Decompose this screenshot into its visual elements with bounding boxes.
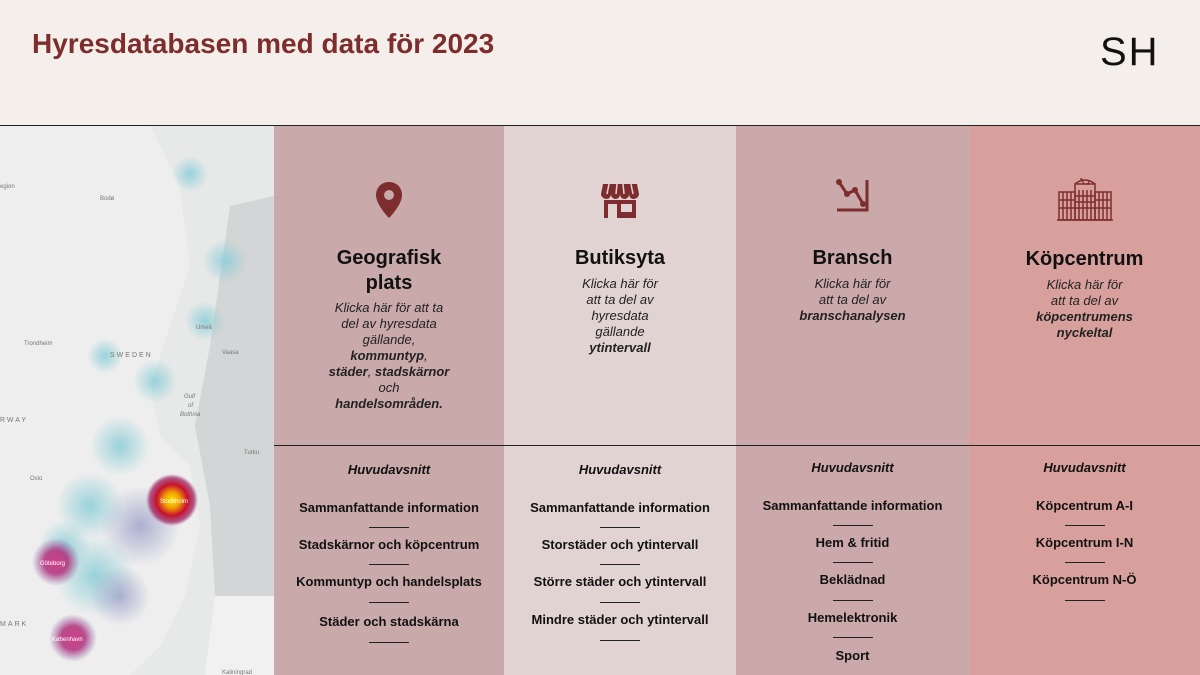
desc-line: Klicka här för: [582, 276, 658, 291]
header: [0, 0, 1200, 125]
separator: [833, 637, 873, 638]
desc-bold: ytintervall: [589, 340, 651, 355]
heat-map[interactable]: [0, 126, 274, 675]
map-label-sweden: SWEDEN: [110, 352, 153, 359]
separator: [833, 600, 873, 601]
category-butiksyta[interactable]: [504, 126, 736, 675]
separator: [600, 640, 640, 641]
desc-line: [274, 348, 504, 364]
map-label-kobenhavn: København: [52, 637, 83, 643]
map-label-bodo: Bodø: [100, 196, 115, 202]
category-geografisk-plats[interactable]: [274, 126, 504, 675]
section-link[interactable]: Köpcentrum I-N: [1035, 535, 1134, 550]
separator: [833, 525, 873, 526]
desc-line: [274, 364, 504, 380]
section-heading: Huvudavsnitt: [578, 462, 662, 477]
section-heading: Huvudavsnitt: [1043, 460, 1126, 475]
desc-bold: kommuntyp: [350, 348, 425, 363]
map-label-gulf2: of: [188, 403, 194, 409]
desc-line: [969, 325, 1200, 341]
map-label-gulf3: Bothnia: [180, 412, 201, 418]
separator: [369, 527, 409, 528]
map-pin-icon: [367, 178, 411, 222]
category-title-line2: plats: [365, 272, 413, 294]
category-bransch[interactable]: [736, 126, 969, 675]
map-label-denmark: MARK: [0, 621, 29, 628]
brand-logo[interactable]: SH: [1100, 30, 1160, 74]
map-label-trondheim: Trondheim: [24, 341, 53, 347]
section-heading: Huvudavsnitt: [347, 462, 431, 477]
desc-text: ,: [424, 348, 428, 363]
map-label-stockholm: Stockholm: [160, 499, 189, 505]
map-label-norway: RWAY: [0, 417, 29, 424]
map-canvas: [0, 126, 274, 675]
separator: [1065, 600, 1105, 601]
desc-text: ,: [367, 364, 375, 379]
desc-line: gällande,: [362, 332, 416, 347]
category-desc: [969, 277, 1200, 341]
category-desc: [736, 276, 969, 324]
desc-line: Klicka här för: [1046, 277, 1123, 292]
desc-line: hyresdata: [591, 308, 649, 323]
separator: [369, 642, 409, 643]
desc-line: att ta del av: [1050, 293, 1119, 308]
desc-bold: köpcentrumens: [1036, 309, 1133, 324]
separator: [600, 527, 640, 528]
desc-line: och: [378, 380, 400, 395]
separator: [600, 564, 640, 565]
category-title: Butiksyta: [574, 247, 666, 269]
map-label-vaasa: Vaasa: [222, 350, 239, 356]
section-divider: [274, 445, 1200, 446]
section-link[interactable]: Städer och stadskärna: [319, 614, 459, 629]
separator: [1065, 562, 1105, 563]
section-link[interactable]: Större städer och ytintervall: [533, 574, 707, 589]
desc-line: Klicka här för: [814, 276, 891, 291]
desc-bold: nyckeltal: [1056, 325, 1113, 340]
storefront-icon: [598, 178, 642, 222]
section-link[interactable]: Köpcentrum A-I: [1035, 498, 1134, 513]
section-link[interactable]: Storstäder och ytintervall: [541, 537, 699, 552]
category-desc: [504, 276, 736, 356]
map-label-oslo: Oslo: [30, 476, 43, 482]
category-title-line1: Geografisk: [336, 247, 442, 269]
category-kopcentrum[interactable]: [969, 126, 1200, 675]
desc-line: del av hyresdata: [341, 316, 437, 331]
desc-line: [969, 309, 1200, 325]
section-link[interactable]: Sammanfattande information: [299, 500, 479, 515]
separator: [833, 562, 873, 563]
desc-line: gällande: [595, 324, 645, 339]
separator: [1065, 525, 1105, 526]
desc-bold: städer: [328, 364, 368, 379]
desc-line: Klicka här för att ta: [334, 300, 444, 315]
section-link[interactable]: Mindre städer och ytintervall: [531, 612, 709, 627]
shopping-mall-icon: [1055, 174, 1115, 224]
map-label-umea: Umeå: [196, 325, 213, 331]
map-label-goteborg: Göteborg: [40, 561, 66, 567]
section-link[interactable]: Beklädnad: [819, 572, 886, 587]
category-title: Köpcentrum: [1025, 248, 1144, 270]
line-chart-icon: [831, 174, 875, 218]
page-title: Hyresdatabasen med data för 2023: [32, 28, 495, 59]
section-link[interactable]: Sport: [835, 648, 870, 663]
section-link[interactable]: Köpcentrum N-Ö: [1032, 572, 1137, 587]
map-label-kaliningrad: Kaliningrad: [222, 670, 253, 675]
section-link[interactable]: Kommuntyp och handelsplats: [296, 574, 482, 589]
desc-line: [504, 340, 736, 356]
desc-bold: handelsområden.: [335, 396, 443, 411]
desc-line: att ta del av: [818, 292, 887, 307]
section-heading: Huvudavsnitt: [811, 460, 894, 475]
map-label-gulf1: Gulf: [184, 394, 196, 400]
section-link[interactable]: Hem & fritid: [815, 535, 890, 550]
section-link[interactable]: Stadskärnor och köpcentrum: [298, 537, 480, 552]
section-link[interactable]: Sammanfattande information: [530, 500, 710, 515]
map-label-turku: Turku: [244, 450, 260, 456]
separator: [600, 602, 640, 603]
section-link[interactable]: Sammanfattande information: [762, 498, 943, 513]
map-label-region: egion: [0, 184, 15, 190]
desc-line: [736, 308, 969, 324]
desc-line: [274, 396, 504, 412]
desc-line: att ta del av: [586, 292, 654, 307]
desc-bold: stadskärnor: [374, 364, 450, 379]
category-title: Bransch: [812, 247, 893, 269]
separator: [369, 602, 409, 603]
section-link[interactable]: Hemelektronik: [807, 610, 898, 625]
category-desc: [274, 300, 504, 412]
desc-bold: branschanalysen: [799, 308, 906, 323]
separator: [369, 564, 409, 565]
